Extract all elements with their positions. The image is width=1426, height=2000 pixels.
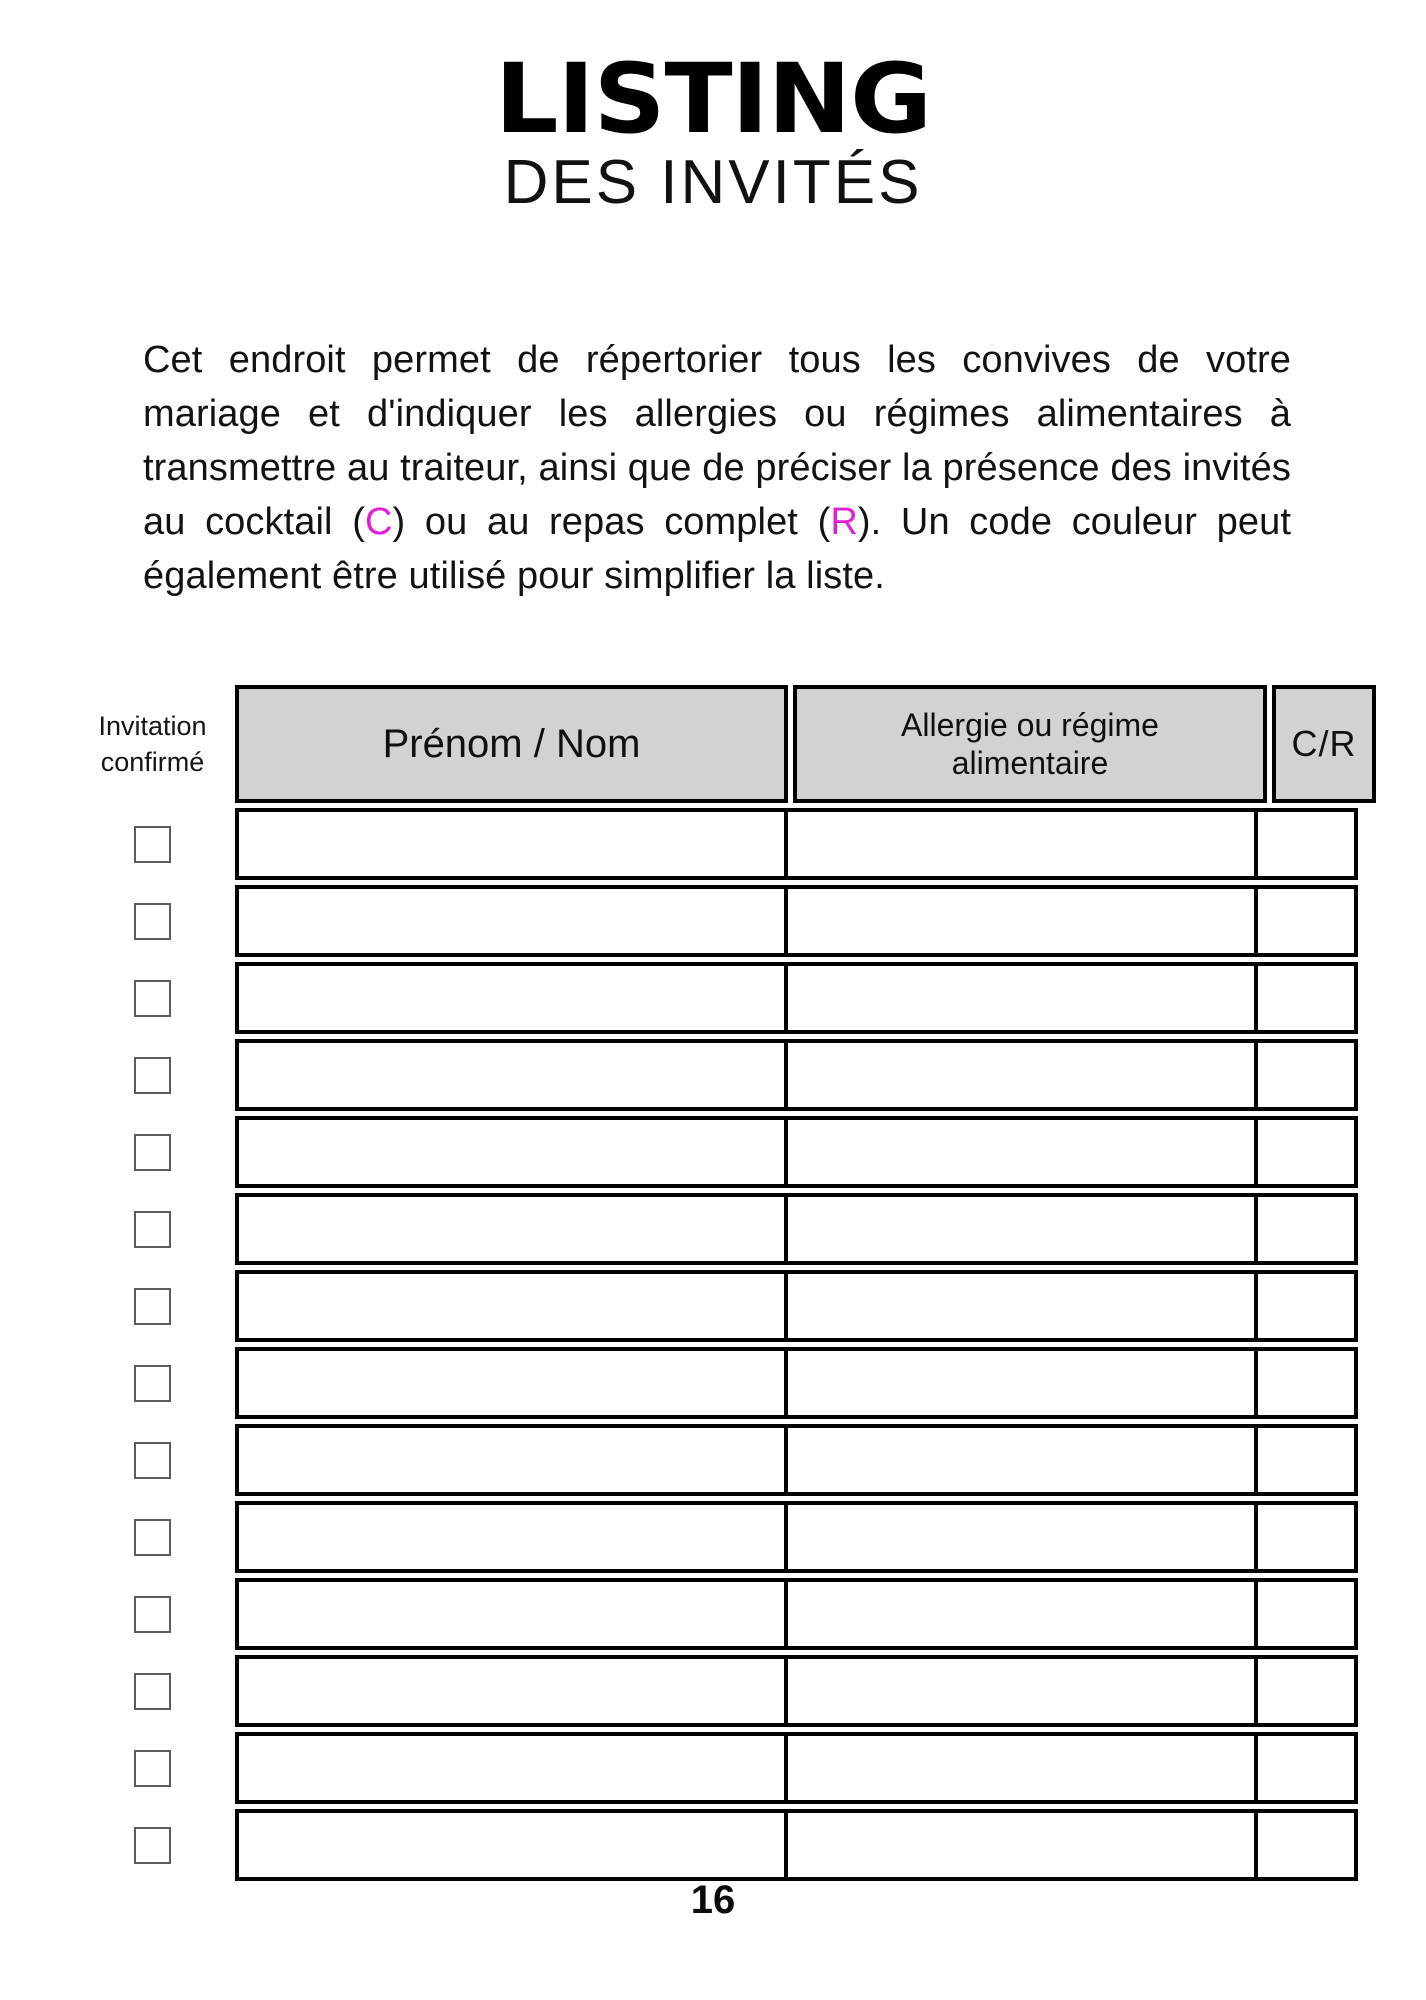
cr-cell[interactable] (1254, 1270, 1358, 1342)
guest-name-cell[interactable] (235, 1347, 788, 1419)
allergy-cell[interactable] (784, 1039, 1258, 1111)
cr-cell[interactable] (1254, 1655, 1358, 1727)
table-row (70, 1270, 1356, 1342)
allergy-cell[interactable] (784, 1270, 1258, 1342)
guest-name-cell[interactable] (235, 1424, 788, 1496)
confirmation-cell (70, 1809, 235, 1881)
table-row (70, 1655, 1356, 1727)
intro-paragraph (143, 333, 1291, 603)
allergy-cell[interactable] (784, 962, 1258, 1034)
invitation-confirmed-checkbox[interactable] (134, 980, 171, 1017)
column-header-cr (1272, 685, 1376, 803)
guest-table (70, 685, 1356, 1881)
confirmation-cell (70, 1501, 235, 1573)
intro-text-part3: ). Un code couleur peut également être utilisé pour simplifier la liste. (143, 501, 1291, 597)
cr-cell[interactable] (1254, 1039, 1358, 1111)
confirmation-cell (70, 1424, 235, 1496)
invitation-confirmed-checkbox[interactable] (134, 1057, 171, 1094)
code-repas: R (830, 501, 858, 543)
invitation-confirmed-checkbox[interactable] (134, 1288, 171, 1325)
confirmation-cell (70, 1270, 235, 1342)
allergy-cell[interactable] (784, 1116, 1258, 1188)
invitation-confirmed-checkbox[interactable] (134, 1827, 171, 1864)
column-header-allergy-line2: alimentaire (951, 745, 1109, 781)
code-cocktail: C (364, 501, 393, 543)
cr-cell[interactable] (1254, 1501, 1358, 1573)
cr-cell[interactable] (1254, 885, 1358, 957)
cr-cell[interactable] (1254, 1347, 1358, 1419)
confirmation-cell (70, 1732, 235, 1804)
guest-name-cell[interactable] (235, 1039, 788, 1111)
guest-name-cell[interactable] (235, 1578, 788, 1650)
invitation-confirmed-checkbox[interactable] (134, 1365, 171, 1402)
allergy-cell[interactable] (784, 808, 1258, 880)
guest-name-cell[interactable] (235, 1193, 788, 1265)
confirmation-cell (70, 1655, 235, 1727)
table-body (70, 808, 1356, 1881)
guest-name-cell[interactable] (235, 1655, 788, 1727)
guest-name-cell[interactable] (235, 885, 788, 957)
invitation-confirmed-checkbox[interactable] (134, 1442, 171, 1479)
table-row (70, 1809, 1356, 1881)
cr-cell[interactable] (1254, 1116, 1358, 1188)
cr-cell[interactable] (1254, 808, 1358, 880)
column-header-name (235, 685, 788, 803)
cr-cell[interactable] (1254, 1732, 1358, 1804)
intro-text-part1: Cet endroit permet de répertorier tous les convives de votre mariage et d'indiquer les allergies ou régimes alimentaires à transmettre au traiteur, ainsi que de préciser la présence des invités au cocktail ( (143, 339, 1291, 543)
column-header-allergy-label (901, 706, 1159, 782)
confirmation-cell (70, 1193, 235, 1265)
confirmation-cell (70, 1039, 235, 1111)
page-subtitle: DES INVITÉS (503, 148, 923, 218)
intro-text-part2: ) ou au repas complet ( (392, 501, 831, 543)
table-header-row (70, 685, 1356, 803)
invitation-confirmed-checkbox[interactable] (134, 1673, 171, 1710)
guest-name-cell[interactable] (235, 962, 788, 1034)
confirmation-cell (70, 808, 235, 880)
table-row (70, 1424, 1356, 1496)
confirmation-cell (70, 1347, 235, 1419)
column-header-name-label: Prénom / Nom (382, 721, 641, 766)
guest-list-sheet (0, 685, 1426, 1886)
cr-cell[interactable] (1254, 1809, 1358, 1881)
table-row (70, 1116, 1356, 1188)
guest-name-cell[interactable] (235, 808, 788, 880)
confirmation-cell (70, 885, 235, 957)
table-row (70, 962, 1356, 1034)
column-header-cr-label: C/R (1291, 723, 1357, 764)
allergy-cell[interactable] (784, 1347, 1258, 1419)
guest-name-cell[interactable] (235, 1116, 788, 1188)
guest-name-cell[interactable] (235, 1501, 788, 1573)
table-row (70, 1193, 1356, 1265)
guest-name-cell[interactable] (235, 1732, 788, 1804)
side-label-line1: Invitation (98, 711, 207, 741)
confirmation-cell (70, 1578, 235, 1650)
invitation-confirmed-checkbox[interactable] (134, 1596, 171, 1633)
column-header-allergy-line1: Allergie ou régime (901, 707, 1159, 743)
allergy-cell[interactable] (784, 885, 1258, 957)
invitation-confirmed-checkbox[interactable] (134, 1134, 171, 1171)
invitation-confirmed-checkbox[interactable] (134, 903, 171, 940)
allergy-cell[interactable] (784, 1809, 1258, 1881)
allergy-cell[interactable] (784, 1578, 1258, 1650)
invitation-confirmed-checkbox[interactable] (134, 1519, 171, 1556)
invitation-confirmed-checkbox[interactable] (134, 1750, 171, 1787)
page-number: 16 (690, 1878, 736, 1922)
cr-cell[interactable] (1254, 1578, 1358, 1650)
page-header (0, 0, 1426, 218)
table-row (70, 808, 1356, 880)
confirmation-cell (70, 962, 235, 1034)
page-title: LISTING (494, 43, 932, 155)
allergy-cell[interactable] (784, 1732, 1258, 1804)
cr-cell[interactable] (1254, 962, 1358, 1034)
column-header-allergy (793, 685, 1267, 803)
allergy-cell[interactable] (784, 1424, 1258, 1496)
guest-name-cell[interactable] (235, 1809, 788, 1881)
side-label-line2: confirmé (100, 747, 205, 777)
table-row (70, 1578, 1356, 1650)
guest-name-cell[interactable] (235, 1270, 788, 1342)
table-row (70, 1732, 1356, 1804)
cr-cell[interactable] (1254, 1193, 1358, 1265)
table-row (70, 1347, 1356, 1419)
cr-cell[interactable] (1254, 1424, 1358, 1496)
allergy-cell[interactable] (784, 1193, 1258, 1265)
table-row (70, 1501, 1356, 1573)
allergy-cell[interactable] (784, 1501, 1258, 1573)
confirmation-cell (70, 1116, 235, 1188)
allergy-cell[interactable] (784, 1655, 1258, 1727)
table-row (70, 1039, 1356, 1111)
invitation-confirmed-checkbox[interactable] (134, 1211, 171, 1248)
table-row (70, 885, 1356, 957)
invitation-confirmed-checkbox[interactable] (134, 826, 171, 863)
side-header-label (70, 685, 235, 803)
